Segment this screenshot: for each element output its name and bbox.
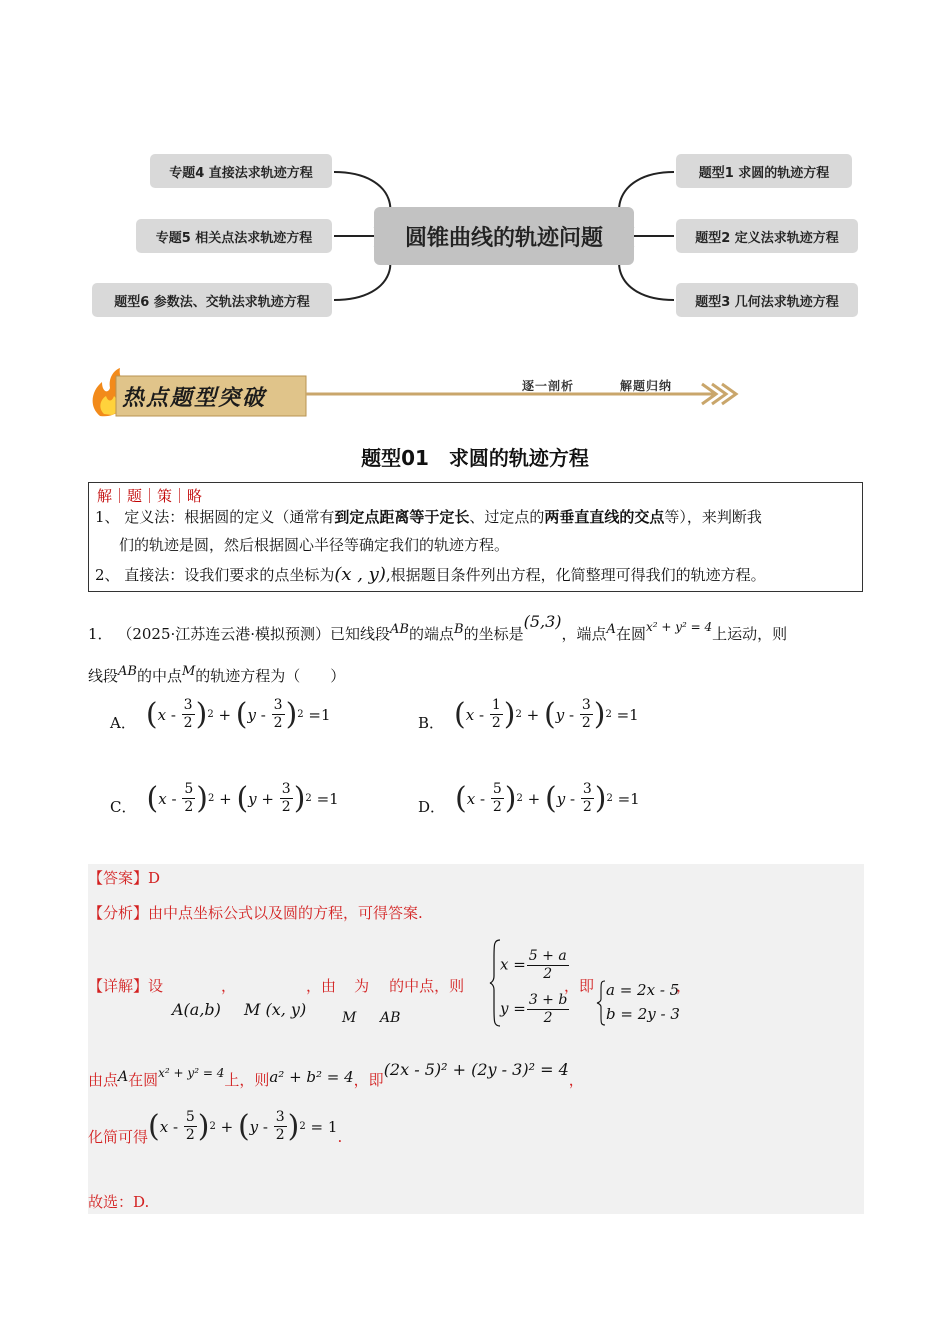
- strategy-box: [88, 482, 863, 592]
- option-c[interactable]: C． ( x - $\frac{5}{2}$ ) 2 + ( y + $\frac{3}{2}$ ) 2 =1: [110, 781, 339, 816]
- question-line-1: 1． （2025·江苏连云港·模拟预测）已知线段AB的端点B的坐标是(5,3)，端点A在圆$^{x^2 + y^2 = 4}$上运动，则: [88, 612, 788, 643]
- point-m-expr: M (x, y): [244, 1000, 307, 1019]
- strategy-item-1: 1、 定义法：根据圆的定义（通常有到定点距离等于定长、过定点的两垂直直线的交点等），来判断我: [95, 508, 762, 526]
- analysis-line: 【分析】由中点坐标公式以及圆的方程，可得答案.: [88, 904, 423, 922]
- banner-title: 热点题型突破: [122, 385, 267, 411]
- detail-ji: ，即: [564, 977, 595, 995]
- option-d[interactable]: D． ( x - $\frac{5}{2}$ ) 2 + ( y - $\frac{3}{2}$ ) 2 =1: [418, 781, 640, 816]
- option-a[interactable]: A． ( x - $\frac{3}{2}$ ) 2 + ( y - $\frac{3}{2}$ ) 2 =1: [110, 697, 331, 732]
- strategy-item-2: 2、 直接法：设我们要求的点坐标为(x , y),根据题目条件列出方程，化简整理可得我们的轨迹方程。: [95, 564, 766, 585]
- system2-a: a = 2x - 5: [606, 981, 680, 999]
- system2-b: b = 2y - 3: [606, 1005, 680, 1023]
- option-b[interactable]: B． ( x - $\frac{1}{2}$ ) 2 + ( y - $\frac{3}{2}$ ) 2 =1: [418, 697, 639, 732]
- brace-2: [596, 980, 606, 1026]
- answer-line: 【答案】D: [88, 869, 161, 887]
- detail-line-2: 由点A在圆$^{x^2 + y^2 = 4}$上，则a² + b² = 4，即(2x - 5)² + (2y - 3)² = 4，: [88, 1060, 584, 1089]
- mindmap-node-type6: 题型6 参数法、交轨法求轨迹方程: [92, 283, 332, 317]
- mindmap-node-type1: 题型1 求圆的轨迹方程: [676, 154, 852, 188]
- mindmap-center: 圆锥曲线的轨迹问题: [374, 207, 634, 265]
- strategy-item-1-cont: 们的轨迹是圆，然后根据圆心半径等确定我们的轨迹方程。: [119, 536, 510, 554]
- mindmap-node-topic4: 专题4 直接法求轨迹方程: [150, 154, 332, 188]
- section-title: 题型01 求圆的轨迹方程: [361, 446, 589, 470]
- mindmap-node-topic5: 专题5 相关点法求轨迹方程: [136, 219, 332, 253]
- label-ab: AB: [380, 1010, 401, 1026]
- mindmap-node-type3: 题型3 几何法求轨迹方程: [676, 283, 858, 317]
- point-a-expr: A(a,b): [172, 1000, 221, 1019]
- choose-line: 故选：D.: [88, 1193, 150, 1211]
- banner-subtitle-1: 逐一剖析: [522, 379, 575, 393]
- label-m: M: [342, 1010, 357, 1026]
- system1-x: x = $\frac{5 + a}{2}$: [500, 948, 567, 982]
- detail-comma: ，: [676, 977, 692, 995]
- strategy-heading: 解｜题｜策｜略: [97, 487, 203, 505]
- question-line-2: 线段AB的中点M的轨迹方程为（ ）: [88, 664, 346, 685]
- banner-subtitle-2: 解题归纳: [620, 379, 673, 393]
- detail-line: 【详解】设 ， ，由 为 的中点，则: [88, 977, 465, 995]
- system1-y: y = $\frac{3 + b}{2}$: [500, 992, 568, 1026]
- simplify-line: 化简可得 ( x - $\frac{5}{2}$ ) 2 + ( y - $\frac{3}{2}$ ) 2 = 1 .: [88, 1109, 343, 1146]
- mindmap-node-type2: 题型2 定义法求轨迹方程: [676, 219, 858, 253]
